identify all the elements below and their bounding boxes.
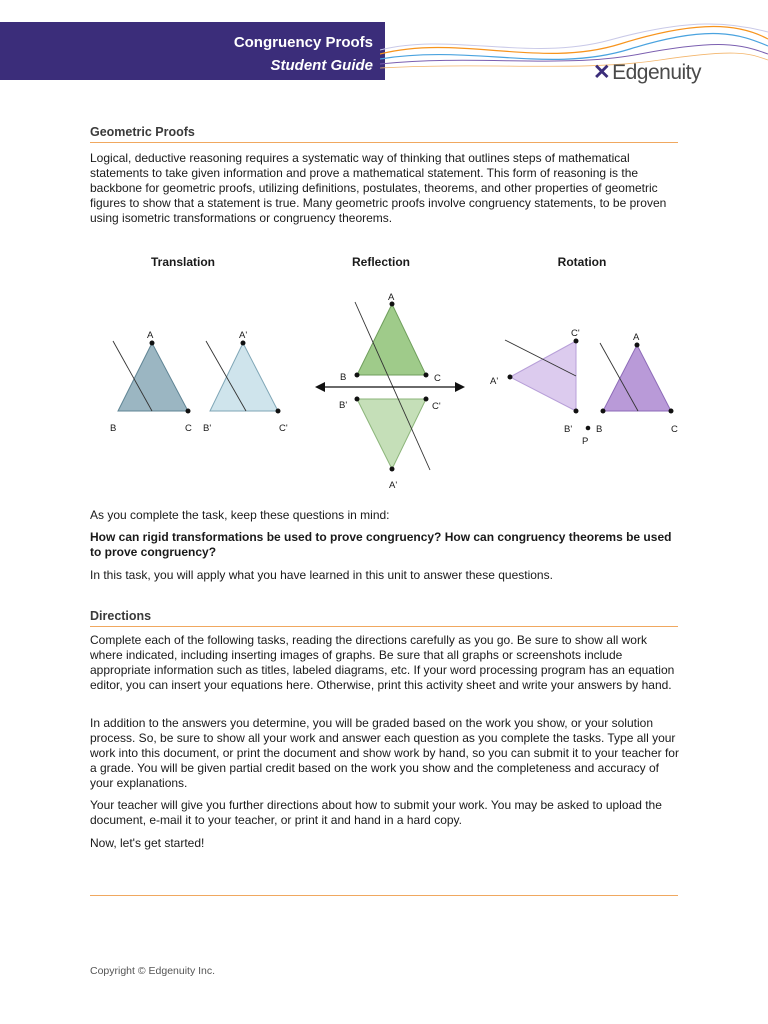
- section-heading-geometric-proofs: Geometric Proofs: [90, 125, 195, 139]
- heading-rule: [90, 626, 678, 627]
- directions-paragraph-1: Complete each of the following tasks, reading the directions carefully as you go. Be sure to show all work where indicated, including inserting images of graphs. Be sure that all graphs or screenshots include appropriate information such as titles, labeled diagrams, etc. If your word processing program has an equation editor, you can insert your equations here. Otherwise, print this activity sheet and write your answers by hand.: [90, 633, 675, 692]
- edgenuity-logo: ✕Edgenuity: [593, 61, 702, 84]
- reflection-title: Reflection: [351, 255, 410, 269]
- label-a-prime: A': [389, 480, 398, 491]
- label-b: B: [596, 424, 603, 435]
- directions-paragraph-2: In addition to the answers you determine, you will be graded based on the work you show, or your solution process. So, be sure to show all your work and answer each question as you complete the tasks. Type all your work into this document, or print the document and show work by hand, so you can submit it to your teacher for a grade. You will be given partial credit based on the work you show and the completeness and accuracy of your explanations.: [90, 716, 679, 790]
- label-c-prime: C': [279, 423, 288, 434]
- transformations-diagram: [85, 280, 685, 495]
- label-b-prime: B': [339, 400, 348, 411]
- copyright-text: Copyright © Edgenuity Inc.: [90, 965, 216, 977]
- guiding-questions: How can rigid transformations be used to prove congruency? How can congruency theorems be used to prove congruency?: [90, 530, 672, 559]
- questions-lead: As you complete the task, keep these questions in mind:: [90, 508, 390, 522]
- label-b-prime: B': [203, 423, 212, 434]
- header-banner: [0, 22, 385, 80]
- decorative-swoosh: [380, 14, 768, 74]
- label-b-prime: B': [564, 424, 573, 435]
- section-heading-directions: Directions: [90, 609, 152, 623]
- footer-rule: [90, 895, 678, 896]
- rotation-title: Rotation: [557, 255, 607, 269]
- label-c-prime: C': [432, 401, 441, 412]
- label-c: C: [434, 373, 441, 384]
- label-b: B: [340, 372, 347, 383]
- document-title: Congruency Proofs: [233, 34, 373, 51]
- heading-rule: [90, 142, 678, 143]
- label-a: A: [633, 332, 640, 343]
- label-c-prime: C': [571, 328, 580, 339]
- apply-statement: In this task, you will apply what you have learned in this unit to answer these questions.: [90, 568, 553, 582]
- label-a: A: [147, 330, 154, 341]
- directions-paragraph-3: Your teacher will give you further directions about how to submit your work. You may be asked to upload the document, e-mail it to your teacher, or print it and hand in a hard copy.: [90, 798, 662, 827]
- label-c: C: [671, 424, 678, 435]
- directions-paragraph-4: Now, let's get started!: [90, 836, 205, 850]
- translation-figure: [110, 330, 288, 434]
- rotation-figure: [490, 328, 678, 447]
- label-a-prime: A': [490, 376, 499, 387]
- intro-paragraph: Logical, deductive reasoning requires a systematic way of thinking that outlines steps of mathematical statements to take given information and prove a mathematical statement. This form of reasoning is the backbone for geometric proofs, utilizing definitions, postulates, theorems, and other properties of geometric figures to show that a statement is true. Many geometric proofs involve congruency statements, to be proven using isometric transformations or congruency theorems.: [90, 151, 667, 225]
- label-a-prime: A': [239, 330, 248, 341]
- document-subtitle: Student Guide: [270, 57, 373, 74]
- reflection-figure: [315, 292, 465, 491]
- label-c: C: [185, 423, 192, 434]
- label-a: A: [388, 292, 395, 303]
- label-b: B: [110, 423, 117, 434]
- label-p: P: [582, 436, 589, 447]
- translation-title: Translation: [150, 255, 215, 269]
